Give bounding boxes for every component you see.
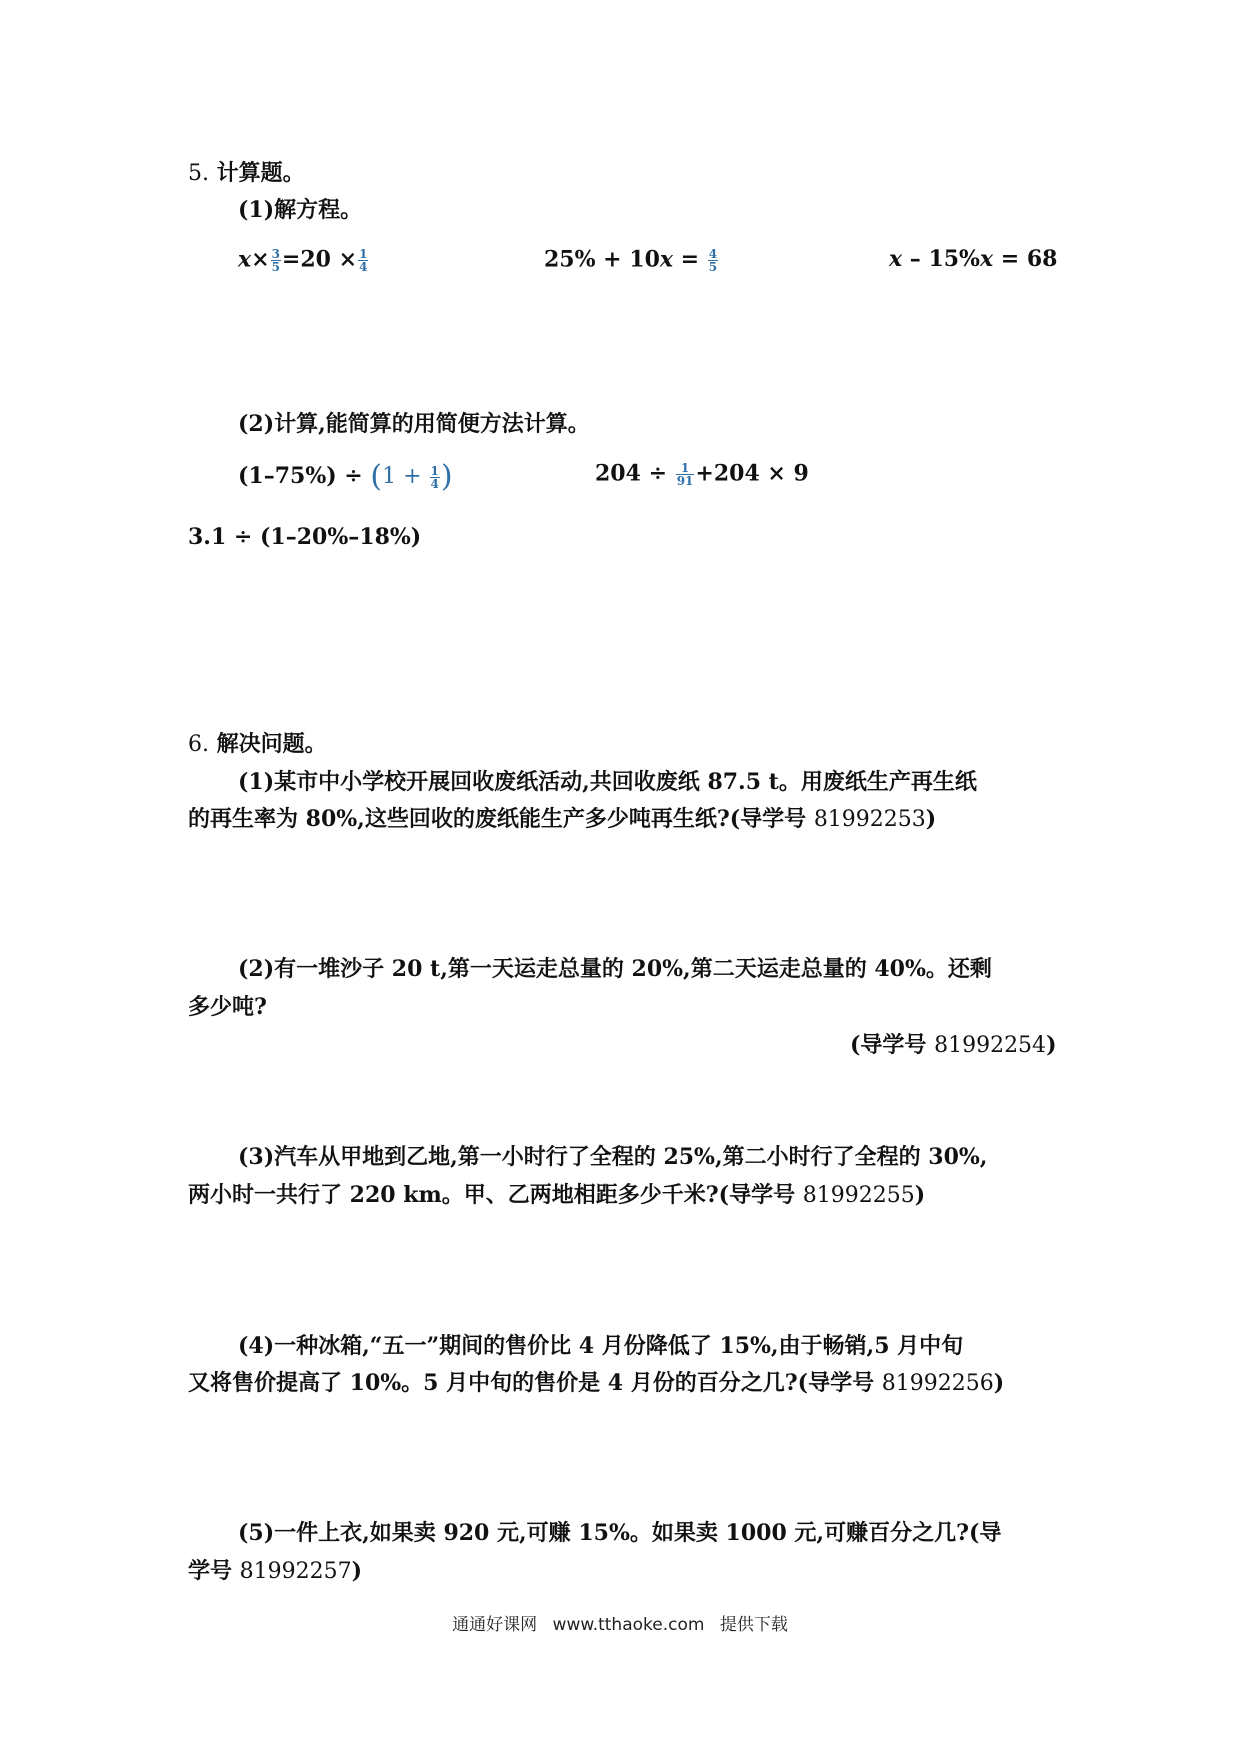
section-title: 计算题。 [216,160,305,186]
question-2-reference: (导学号 81992254) [850,1032,1057,1058]
equation-1: x× $\frac{3}{5}$ =20 × $\frac{1}{4}$ [238,246,368,274]
section-title: 解决问题。 [216,731,327,757]
question-4-line-1: (4)一种冰箱,“五一”期间的售价比 4 月份降低了 15%,由于畅销,5 月中旬 [238,1333,964,1359]
guide-number: 81992253 [813,807,926,832]
question-3-line-1: (3)汽车从甲地到乙地,第一小时行了全程的 25%,第二小时行了全程的 30%, [238,1144,988,1170]
section-number: 6. [188,732,209,757]
calculation-3: 3.1 ÷ (1–20%–18%) [188,524,422,550]
question-3-line-2: 两小时一共行了 220 km。甲、乙两地相距多少千米?(导学号 81992255) [188,1182,926,1208]
subpart-1-title: (1)解方程。 [238,197,363,223]
guide-number: 81992255 [802,1183,915,1208]
fraction: $\frac{1}{91}$ [676,461,694,488]
footer-note: 提供下载 [719,1615,788,1635]
calculation-2: 204 ÷ $\frac{1}{91}$ +204 × 9 [595,460,809,488]
subpart-2-title: (2)计算,能简算的用简便方法计算。 [238,411,590,437]
section-5-heading [188,162,305,185]
footer-url[interactable]: www.tthaoke.com [552,1615,705,1635]
fraction: $\frac{3}{5}$ [271,247,280,274]
question-1-line-2: 的再生率为 80%,这些回收的废纸能生产多少吨再生纸?(导学号 81992253) [188,806,937,832]
question-5-line-1: (5)一件上衣,如果卖 920 元,可赚 15%。如果卖 1000 元,可赚百分之几?(导 [238,1520,1002,1546]
question-5-line-2: 学号 81992257) [188,1558,363,1584]
question-1-line-1: (1)某市中小学校开展回收废纸活动,共回收废纸 87.5 t。用废纸生产再生纸 [238,769,977,795]
question-2-line-1: (2)有一堆沙子 20 t,第一天运走总量的 20%,第二天运走总量的 40%。还剩 [238,956,992,982]
fraction: $\frac{1}{4}$ [430,463,439,491]
section-number: 5. [188,161,209,186]
question-2-line-2: 多少吨? [188,994,267,1020]
footer-site-name: 通通好课网 [452,1615,538,1635]
section-6-heading [188,733,327,756]
equation-3: x – 15%x = 68 [889,246,1058,272]
guide-number: 81992254 [934,1033,1047,1058]
guide-number: 81992256 [881,1371,994,1396]
page-footer [0,1610,1240,1635]
fraction: $\frac{4}{5}$ [708,247,718,274]
guide-number: 81992257 [239,1559,352,1584]
equation-2: 25% + 10x = $\frac{4}{5}$ [544,246,718,274]
calculation-1: (1–75%) ÷ (1 + $\frac{1}{4}$ ) [238,459,453,494]
question-4-line-2: 又将售价提高了 10%。5 月中旬的售价是 4 月份的百分之几?(导学号 81992256) [188,1370,1005,1396]
fraction: $\frac{1}{4}$ [359,247,368,274]
